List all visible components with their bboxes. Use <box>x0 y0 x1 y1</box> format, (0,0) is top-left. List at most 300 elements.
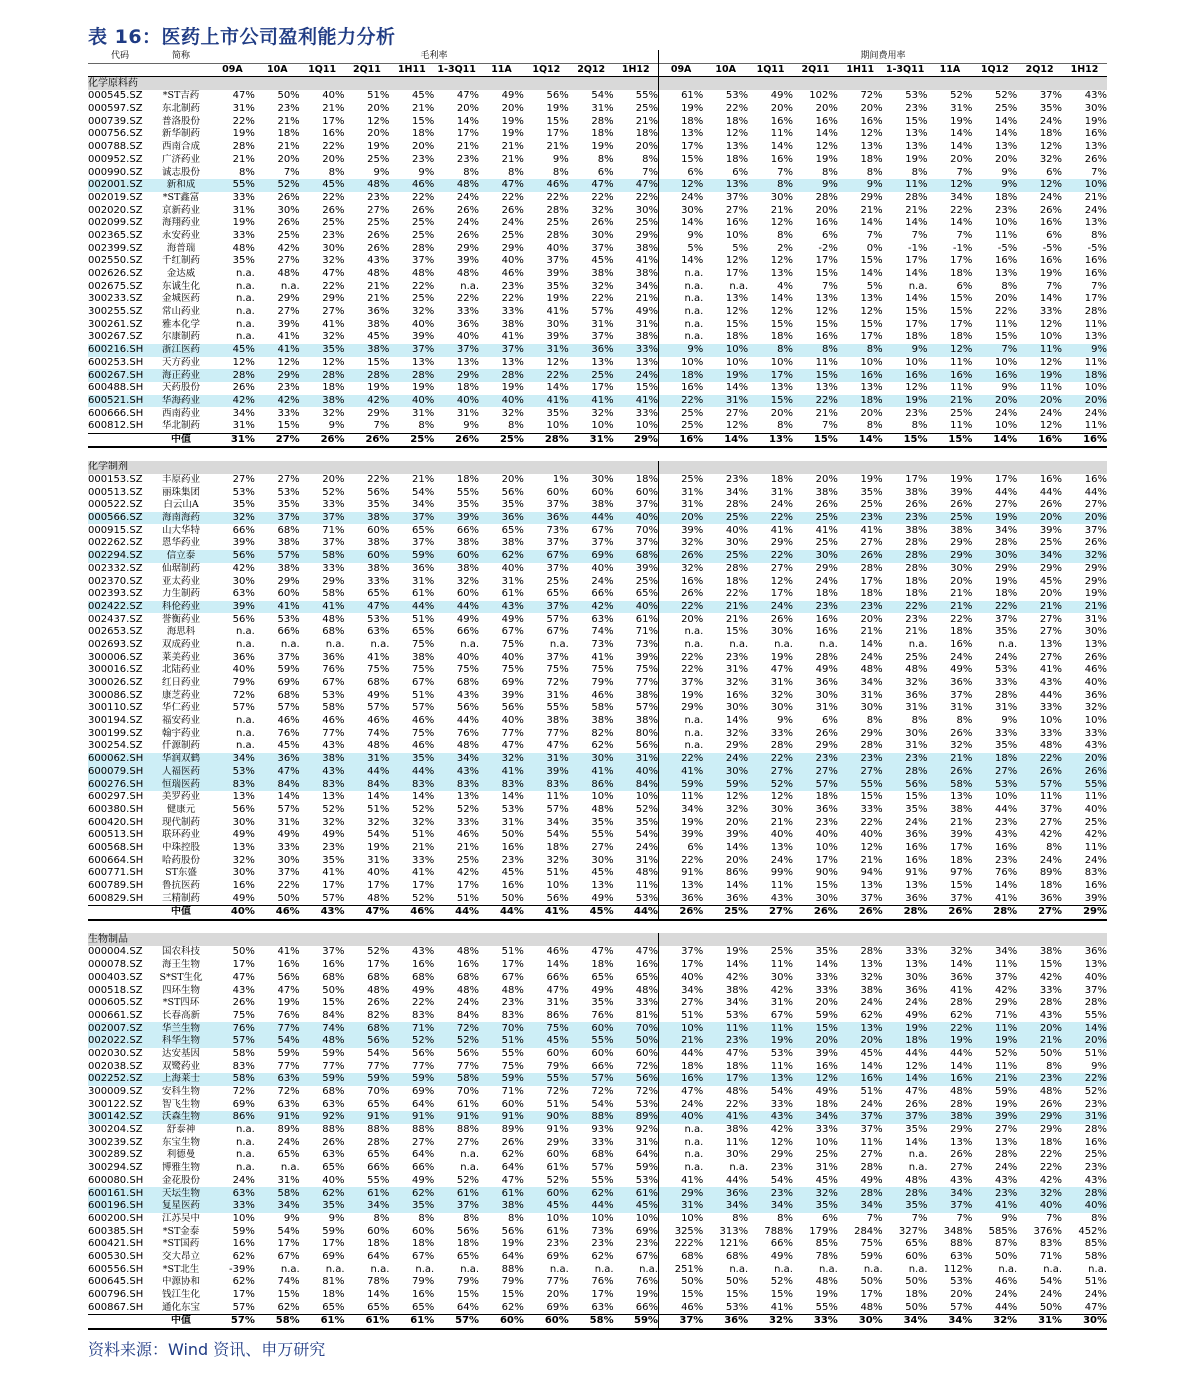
expense-ratio-cell: 86% <box>725 867 749 879</box>
gross-margin-cell: 44% <box>569 1200 614 1213</box>
gross-margin-cell: 57% <box>322 892 345 904</box>
expense-ratio-cell: 28% <box>1039 997 1063 1009</box>
expense-ratio-cell: 452% <box>1078 1225 1107 1237</box>
expense-ratio-cell: 33% <box>1039 727 1063 739</box>
stock-code: 600530.SH <box>88 1250 144 1262</box>
gross-margin-cell: 66% <box>367 1162 390 1174</box>
expense-ratio-cell: 17% <box>815 255 838 267</box>
gross-margin-cell: 83% <box>232 1060 255 1072</box>
expense-ratio-cell: 13% <box>950 791 973 803</box>
expense-ratio-cell: 4% <box>777 280 793 292</box>
expense-ratio-cell: 12% <box>815 141 838 153</box>
expense-ratio-cell: 26% <box>1039 499 1063 511</box>
stock-name: 天坛生物 <box>152 1187 210 1200</box>
gross-margin-cell: 21% <box>367 293 390 305</box>
gross-margin-cell: 84% <box>614 778 659 791</box>
gross-margin-cell: 60% <box>569 1022 614 1035</box>
expense-ratio-cell: 20% <box>1062 512 1107 525</box>
gross-margin-cell: 49% <box>232 829 255 841</box>
median-cell: 26% <box>838 906 883 920</box>
expense-ratio-cell: 30% <box>972 550 1017 563</box>
expense-ratio-cell: 36% <box>1039 892 1063 904</box>
expense-ratio-cell: 26% <box>658 588 703 601</box>
expense-ratio-cell: 327% <box>898 1225 928 1237</box>
expense-ratio-cell: 21% <box>950 816 973 828</box>
gross-margin-cell: n.a. <box>280 1162 300 1174</box>
expense-ratio-cell: 71% <box>994 1009 1018 1021</box>
expense-ratio-cell: 75% <box>860 1238 883 1250</box>
expense-ratio-cell: 31% <box>770 486 793 498</box>
expense-ratio-cell: 37% <box>883 1111 928 1124</box>
expense-ratio-cell: 30% <box>950 562 973 574</box>
gross-margin-cell: 22% <box>501 191 524 203</box>
gross-margin-cell: 60% <box>367 524 390 536</box>
gross-margin-cell: 31% <box>546 997 569 1009</box>
gross-margin-cell: 56% <box>635 740 658 752</box>
gross-margin-cell: 72% <box>635 1086 658 1098</box>
gross-margin-cell: 25% <box>569 369 614 382</box>
gross-margin-cell: 83% <box>300 778 345 791</box>
gross-margin-cell: 21% <box>367 280 390 292</box>
gross-margin-cell: 23% <box>456 153 480 165</box>
gross-margin-cell: 52% <box>635 803 658 815</box>
stock-name: 仟源制药 <box>161 740 200 752</box>
gross-margin-cell: 26% <box>232 382 255 394</box>
expense-ratio-cell: 23% <box>793 753 838 766</box>
expense-ratio-cell: 13% <box>994 268 1018 280</box>
gross-margin-cell: 43% <box>232 984 255 996</box>
stock-name: 康芝药业 <box>161 689 200 701</box>
expense-ratio-cell: n.a. <box>729 1162 749 1174</box>
gross-margin-cell: 91% <box>345 1111 390 1124</box>
expense-ratio-cell: 18% <box>994 191 1018 203</box>
expense-ratio-cell: 97% <box>950 867 973 879</box>
expense-ratio-cell: 52% <box>1084 1086 1107 1098</box>
table-row <box>88 318 1107 331</box>
expense-ratio-cell: 18% <box>658 1060 703 1073</box>
gross-margin-cell: 9% <box>418 166 435 178</box>
table-row <box>88 90 1107 103</box>
gross-margin-cell: 23% <box>635 1238 658 1250</box>
expense-ratio-cell: 29% <box>950 1124 973 1136</box>
table-row <box>88 306 1107 319</box>
gross-margin-cell: 14% <box>456 115 480 127</box>
gross-margin-cell: 68% <box>322 1086 345 1098</box>
gross-margin-cell: 68% <box>367 677 390 689</box>
expense-ratio-cell: 26% <box>950 1149 973 1161</box>
gross-margin-cell: 65% <box>501 524 524 536</box>
expense-ratio-cell: 23% <box>905 103 928 115</box>
gross-margin-cell: n.a. <box>594 1263 614 1275</box>
gross-margin-cell: 30% <box>232 816 255 828</box>
stock-name: 新和成 <box>152 179 210 192</box>
gross-margin-cell: 45% <box>210 344 255 357</box>
gross-margin-cell: 30% <box>591 229 614 241</box>
gross-margin-cell: 56% <box>210 550 255 563</box>
expense-ratio-cell: 76% <box>994 867 1018 879</box>
gross-margin-cell: 32% <box>479 753 524 766</box>
expense-ratio-cell: 11% <box>658 791 703 804</box>
gross-margin-cell: 31% <box>635 318 658 330</box>
gross-margin-cell: 65% <box>367 1301 390 1313</box>
expense-ratio-cell: 53% <box>994 664 1018 676</box>
gross-margin-cell: 67% <box>322 677 345 689</box>
stock-code: 600521.SH <box>88 395 152 408</box>
expense-ratio-cell: 25% <box>793 512 838 525</box>
median-cell: 28% <box>524 433 569 447</box>
gross-margin-cell: 16% <box>501 841 524 853</box>
gross-margin-cell: 17% <box>322 1238 345 1250</box>
expense-ratio-cell: n.a. <box>908 1162 928 1174</box>
gross-margin-cell: 18% <box>411 1238 435 1250</box>
gross-margin-cell: 76% <box>210 1022 255 1035</box>
gross-margin-cell: 48% <box>456 946 480 958</box>
gross-margin-cell: 26% <box>501 1136 524 1148</box>
stock-name: 美罗药业 <box>161 791 200 803</box>
gross-margin-cell: 72% <box>546 1086 569 1098</box>
expense-ratio-cell: 21% <box>815 407 838 419</box>
table-row <box>88 357 1107 370</box>
expense-ratio-cell: 42% <box>770 984 793 996</box>
expense-ratio-cell: 13% <box>1039 638 1063 650</box>
gross-margin-cell: 60% <box>501 1098 524 1110</box>
gross-margin-cell: 15% <box>546 115 569 127</box>
gross-margin-cell: 65% <box>411 626 435 638</box>
gross-margin-cell: n.a. <box>549 638 569 650</box>
gross-margin-cell: n.a. <box>236 331 255 343</box>
gross-margin-cell: 52% <box>411 803 435 815</box>
gross-margin-cell: 49% <box>277 829 300 841</box>
expense-ratio-cell: 15% <box>770 318 793 330</box>
expense-ratio-cell: 11% <box>748 1022 793 1035</box>
expense-ratio-cell: 19% <box>972 1035 1017 1048</box>
expense-ratio-cell: 19% <box>1017 369 1062 382</box>
gross-margin-cell: 17% <box>501 959 524 971</box>
expense-ratio-cell: 29% <box>725 740 749 752</box>
gross-margin-cell: 26% <box>367 229 390 241</box>
gross-margin-cell: 65% <box>546 588 569 600</box>
expense-ratio-cell: 33% <box>770 1098 793 1110</box>
expense-ratio-cell: 23% <box>725 474 749 486</box>
expense-ratio-cell: 11% <box>770 1060 793 1072</box>
gross-margin-cell: 47% <box>255 766 300 779</box>
expense-ratio-cell: 16% <box>658 382 703 395</box>
gross-margin-cell: 65% <box>456 1250 480 1262</box>
expense-ratio-cell: 28% <box>1084 306 1107 318</box>
gross-margin-cell: 8% <box>463 166 480 178</box>
gross-margin-cell: 38% <box>501 537 524 549</box>
gross-margin-cell: 30% <box>277 204 300 216</box>
expense-ratio-cell: 14% <box>860 268 883 280</box>
expense-ratio-cell: 15% <box>905 306 928 318</box>
expense-ratio-cell: 33% <box>1084 727 1107 739</box>
expense-ratio-cell: 31% <box>703 395 748 408</box>
stock-name: 广济药业 <box>161 153 200 165</box>
gross-margin-cell: 24% <box>501 217 524 229</box>
gross-margin-cell: 57% <box>591 306 614 318</box>
gross-margin-cell: 79% <box>456 1276 480 1288</box>
header-period: 1-3Q11 <box>883 63 928 77</box>
expense-ratio-cell: 13% <box>838 1022 883 1035</box>
table-row <box>88 791 1107 804</box>
gross-margin-cell: 65% <box>635 971 658 983</box>
expense-ratio-cell: 25% <box>658 420 703 433</box>
gross-margin-cell: 76% <box>635 1276 658 1288</box>
stock-name: 鲁抗医药 <box>161 880 200 892</box>
gross-margin-cell: 10% <box>591 420 614 432</box>
median-cell: 61% <box>345 1315 390 1329</box>
gross-margin-cell: 49% <box>411 1174 435 1186</box>
expense-ratio-cell: 33% <box>1039 702 1063 714</box>
gross-margin-cell: 18% <box>635 128 658 140</box>
gross-margin-cell: 69% <box>546 1301 569 1313</box>
gross-margin-cell: 23% <box>367 191 390 203</box>
gross-margin-cell: 52% <box>411 892 435 904</box>
stock-code: 000597.SZ <box>88 103 143 115</box>
expense-ratio-cell: 14% <box>1039 293 1063 305</box>
expense-ratio-cell: 42% <box>1084 829 1107 841</box>
expense-ratio-cell: 56% <box>883 778 928 791</box>
median-cell: 31% <box>210 433 255 447</box>
expense-ratio-cell: 32% <box>725 677 749 689</box>
gross-margin-cell: 35% <box>635 816 658 828</box>
expense-ratio-cell: 18% <box>950 854 973 866</box>
gross-margin-cell: n.a. <box>325 638 345 650</box>
gross-margin-cell: 71% <box>635 626 658 638</box>
gross-margin-cell: 17% <box>232 1289 255 1301</box>
gross-margin-cell: 48% <box>591 803 614 815</box>
gross-margin-cell: 22% <box>322 191 345 203</box>
expense-ratio-cell: 20% <box>770 407 793 419</box>
expense-ratio-cell: 18% <box>658 369 703 382</box>
expense-ratio-cell: 15% <box>860 791 883 803</box>
stock-code: 000605.SZ <box>88 997 143 1009</box>
expense-ratio-cell: 39% <box>950 829 973 841</box>
gross-margin-cell: 61% <box>546 1162 569 1174</box>
expense-ratio-cell: 26% <box>658 550 703 563</box>
expense-ratio-cell: 23% <box>905 407 928 419</box>
expense-ratio-cell: 15% <box>905 791 928 803</box>
gross-margin-cell: 59% <box>322 1047 345 1059</box>
gross-margin-cell: 35% <box>389 1200 434 1213</box>
expense-ratio-cell: 13% <box>815 382 838 394</box>
expense-ratio-cell: n.a. <box>729 1263 749 1275</box>
gross-margin-cell: 49% <box>635 306 658 318</box>
expense-ratio-cell: 37% <box>994 613 1018 625</box>
gross-margin-cell: 29% <box>322 293 345 305</box>
gross-margin-cell: 50% <box>232 946 255 958</box>
expense-ratio-cell: 24% <box>1039 1289 1063 1301</box>
gross-margin-cell: 37% <box>635 499 658 511</box>
gross-margin-cell: 48% <box>411 268 435 280</box>
gross-margin-cell: 51% <box>367 803 390 815</box>
gross-margin-cell: 12% <box>277 356 300 368</box>
gross-margin-cell: 22% <box>591 293 614 305</box>
expense-ratio-cell: 20% <box>860 103 883 115</box>
expense-ratio-cell: 16% <box>972 369 1017 382</box>
gross-margin-cell: 41% <box>367 651 390 663</box>
gross-margin-cell: n.a. <box>460 280 480 292</box>
gross-margin-cell: 38% <box>277 562 300 574</box>
gross-margin-cell: 21% <box>635 115 658 127</box>
gross-margin-cell: 84% <box>456 1009 480 1021</box>
expense-ratio-cell: 40% <box>860 829 883 841</box>
expense-ratio-cell: 20% <box>950 575 973 587</box>
expense-ratio-cell: 15% <box>658 154 703 167</box>
median-cell: 16% <box>1017 433 1062 447</box>
gross-margin-cell: 1% <box>552 474 569 486</box>
gross-margin-cell: 36% <box>255 753 300 766</box>
stock-code: 300199.SZ <box>88 727 143 739</box>
table-row <box>88 192 1107 205</box>
gross-margin-cell: 38% <box>345 512 390 525</box>
gross-margin-cell: 14% <box>546 959 569 971</box>
table-row <box>88 959 1107 972</box>
gross-margin-cell: 32% <box>501 407 524 419</box>
gross-margin-cell: 62% <box>232 1250 255 1262</box>
expense-ratio-cell: 20% <box>725 816 749 828</box>
expense-ratio-cell: 26% <box>1062 766 1107 779</box>
header-period: 1H11 <box>838 63 883 77</box>
stock-code: 600664.SH <box>88 854 144 866</box>
expense-ratio-cell: 29% <box>1039 562 1063 574</box>
gross-margin-cell: 41% <box>479 766 524 779</box>
gross-margin-cell: 66% <box>635 1301 658 1313</box>
gross-margin-cell: 47% <box>591 946 614 958</box>
gross-margin-cell: 31% <box>591 318 614 330</box>
expense-ratio-cell: 55% <box>1084 1009 1107 1021</box>
expense-ratio-cell: 27% <box>860 1149 883 1161</box>
gross-margin-cell: 67% <box>501 626 524 638</box>
gross-margin-cell: 32% <box>322 816 345 828</box>
expense-ratio-cell: 38% <box>725 984 749 996</box>
expense-ratio-cell: 35% <box>905 803 928 815</box>
gross-margin-cell: 81% <box>635 1009 658 1021</box>
expense-ratio-cell: 15% <box>815 880 838 892</box>
expense-ratio-cell: 21% <box>905 626 928 638</box>
expense-ratio-cell: 31% <box>725 664 749 676</box>
expense-ratio-cell: 17% <box>748 369 793 382</box>
expense-ratio-cell: 29% <box>770 537 793 549</box>
gross-margin-cell: 55% <box>524 1073 569 1086</box>
stock-code: 000513.SZ <box>88 486 143 498</box>
gross-margin-cell: 44% <box>456 715 480 727</box>
stock-code: 002019.SZ <box>88 191 143 203</box>
gross-margin-cell: 26% <box>456 229 480 241</box>
expense-ratio-cell: 37% <box>838 1111 883 1124</box>
expense-ratio-cell: 38% <box>1039 946 1063 958</box>
gross-margin-cell: n.a. <box>415 1263 435 1275</box>
expense-ratio-cell: 44% <box>1039 689 1063 701</box>
gross-margin-cell: 32% <box>322 255 345 267</box>
expense-ratio-cell: 25% <box>658 407 703 420</box>
gross-margin-cell: 12% <box>546 356 569 368</box>
stock-code: 300009.SZ <box>88 1086 143 1098</box>
expense-ratio-cell: n.a. <box>1043 1263 1063 1275</box>
gross-margin-cell: 13% <box>411 356 435 368</box>
expense-ratio-cell: 44% <box>905 1047 928 1059</box>
gross-margin-cell: 13% <box>322 791 345 803</box>
expense-ratio-cell: 43% <box>770 892 793 904</box>
expense-ratio-cell: 10% <box>703 344 748 357</box>
expense-ratio-cell: 52% <box>994 1047 1018 1059</box>
gross-margin-cell: 59% <box>277 664 300 676</box>
gross-margin-cell: n.a. <box>236 306 255 318</box>
median-label: 中值 <box>152 906 210 920</box>
expense-ratio-cell: n.a. <box>908 1149 928 1161</box>
expense-ratio-cell: 17% <box>860 1289 883 1301</box>
expense-ratio-cell: 20% <box>860 613 883 625</box>
stock-code: 600267.SH <box>88 369 152 382</box>
gross-margin-cell: 59% <box>479 1073 524 1086</box>
table-row <box>88 778 1107 791</box>
stock-name: 东宝生物 <box>161 1136 200 1148</box>
expense-ratio-cell: 13% <box>658 128 703 141</box>
gross-margin-cell: 63% <box>367 626 390 638</box>
gross-margin-cell: 68% <box>322 971 345 983</box>
stock-name: 上海莱士 <box>152 1073 210 1086</box>
gross-margin-cell: 27% <box>277 474 300 486</box>
gross-margin-cell: 69% <box>411 1086 435 1098</box>
gross-margin-cell: 28% <box>389 369 434 382</box>
expense-ratio-cell: 44% <box>1039 486 1063 498</box>
gross-margin-cell: 31% <box>614 753 659 766</box>
gross-margin-cell: 68% <box>277 524 300 536</box>
stock-code: 002399.SZ <box>88 242 143 254</box>
gross-margin-cell: 32% <box>591 280 614 292</box>
expense-ratio-cell: 45% <box>860 1047 883 1059</box>
expense-ratio-cell: 59% <box>994 1086 1018 1098</box>
gross-margin-cell: 63% <box>255 1073 300 1086</box>
gross-margin-cell: 14% <box>367 791 390 803</box>
expense-ratio-cell: 16% <box>950 638 973 650</box>
expense-ratio-cell: 50% <box>658 1276 703 1289</box>
gross-margin-cell: 66% <box>591 588 614 600</box>
expense-ratio-cell: 37% <box>1084 984 1107 996</box>
expense-ratio-cell: 21% <box>860 626 883 638</box>
gross-margin-cell: 41% <box>255 344 300 357</box>
stock-name: 丰原药业 <box>161 474 200 486</box>
gross-margin-cell: 18% <box>322 382 345 394</box>
gross-margin-cell: 24% <box>456 217 480 229</box>
expense-ratio-cell: 25% <box>860 499 883 511</box>
table-row <box>88 1010 1107 1023</box>
gross-margin-cell: 29% <box>546 1136 569 1148</box>
gross-margin-cell: 33% <box>277 407 300 419</box>
gross-margin-cell: 31% <box>345 753 390 766</box>
expense-ratio-cell: 9% <box>972 179 1017 192</box>
gross-margin-cell: 71% <box>389 1022 434 1035</box>
gross-margin-cell: 70% <box>635 524 658 536</box>
stock-name: *ST金泰 <box>162 1225 200 1237</box>
gross-margin-cell: 55% <box>210 179 255 192</box>
expense-ratio-cell: 32% <box>1017 1187 1062 1200</box>
table-row <box>88 601 1107 614</box>
gross-margin-cell: 37% <box>389 512 434 525</box>
expense-ratio-cell: 16% <box>815 331 838 343</box>
gross-margin-cell: 50% <box>322 984 345 996</box>
gross-margin-cell: 38% <box>367 562 390 574</box>
gross-margin-cell: 35% <box>389 753 434 766</box>
expense-ratio-cell: 19% <box>994 575 1018 587</box>
median-cell: 34% <box>883 1315 928 1329</box>
expense-ratio-cell: 20% <box>725 854 749 866</box>
table-row <box>88 727 1107 740</box>
gross-margin-cell: 54% <box>591 90 614 102</box>
gross-margin-cell: 6% <box>597 166 614 178</box>
median-cell: 25% <box>389 433 434 447</box>
expense-ratio-cell: 41% <box>703 1111 748 1124</box>
